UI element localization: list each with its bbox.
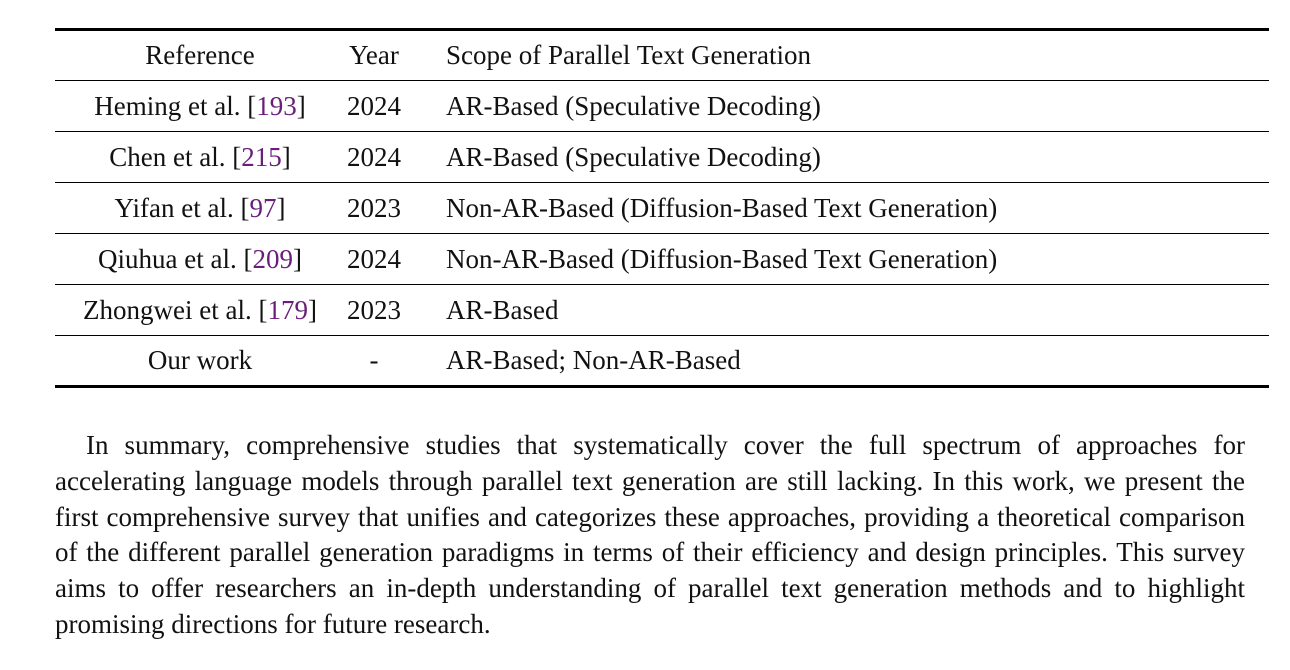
summary-paragraph: In summary, comprehensive studies that systematically cover the full spectrum of approaches for accelerating language models through parallel text generation are still lacking. In this work, we present the first comprehensive survey that unifies and categorizes these approaches, providing a theoretical comparison of the different parallel generation paradigms in terms of their efficiency and design principles. This survey aims to offer researchers an in-depth understanding of parallel text generation methods and to highlight promising directions for future research. bbox=[55, 430, 1245, 639]
year-cell: 2024 bbox=[347, 243, 401, 274]
year-cell: 2023 bbox=[347, 294, 401, 325]
table-row bbox=[55, 183, 1269, 234]
reference-author: Yifan et al. bbox=[114, 192, 234, 223]
year-cell: 2024 bbox=[347, 90, 401, 121]
table-row bbox=[55, 132, 1269, 183]
table-row bbox=[55, 285, 1269, 336]
header-scope: Scope of Parallel Text Generation bbox=[446, 40, 811, 70]
table-row bbox=[55, 234, 1269, 285]
reference-author: Heming et al. bbox=[94, 90, 241, 121]
reference-cell-our-work: Our work bbox=[147, 345, 253, 375]
citation-link[interactable]: 97 bbox=[249, 192, 277, 223]
scope-cell: AR-Based; Non-AR-Based bbox=[446, 345, 741, 375]
page bbox=[55, 28, 1269, 670]
header-reference: Reference bbox=[145, 40, 255, 70]
reference-cell: Qiuhua et al. [209] bbox=[98, 243, 302, 274]
citation-link[interactable]: 215 bbox=[241, 141, 282, 172]
citation-link[interactable]: 179 bbox=[267, 294, 308, 325]
year-cell: 2023 bbox=[347, 192, 401, 223]
table-header-row bbox=[55, 30, 1269, 81]
scope-cell: Non-AR-Based (Diffusion-Based Text Generation) bbox=[446, 192, 998, 223]
scope-cell: Non-AR-Based (Diffusion-Based Text Generation) bbox=[446, 243, 998, 274]
reference-cell: Yifan et al. [97] bbox=[114, 192, 286, 223]
reference-author: Chen et al. bbox=[109, 141, 226, 172]
reference-cell: Heming et al. [193] bbox=[94, 90, 306, 121]
scope-cell: AR-Based (Speculative Decoding) bbox=[446, 90, 821, 121]
scope-cell: AR-Based bbox=[446, 294, 559, 325]
comparison-table bbox=[55, 28, 1269, 388]
reference-cell: Chen et al. [215] bbox=[109, 141, 291, 172]
reference-cell: Zhongwei et al. [179] bbox=[83, 294, 317, 325]
table-row-our-work bbox=[55, 336, 1269, 387]
reference-author: Zhongwei et al. bbox=[83, 294, 252, 325]
year-cell: - bbox=[369, 345, 379, 375]
header-year: Year bbox=[349, 40, 399, 70]
citation-link[interactable]: 193 bbox=[256, 90, 297, 121]
table-row bbox=[55, 81, 1269, 132]
reference-author: Qiuhua et al. bbox=[98, 243, 237, 274]
year-cell: 2024 bbox=[347, 141, 401, 172]
scope-cell: AR-Based (Speculative Decoding) bbox=[446, 141, 821, 172]
citation-link[interactable]: 209 bbox=[252, 243, 293, 274]
